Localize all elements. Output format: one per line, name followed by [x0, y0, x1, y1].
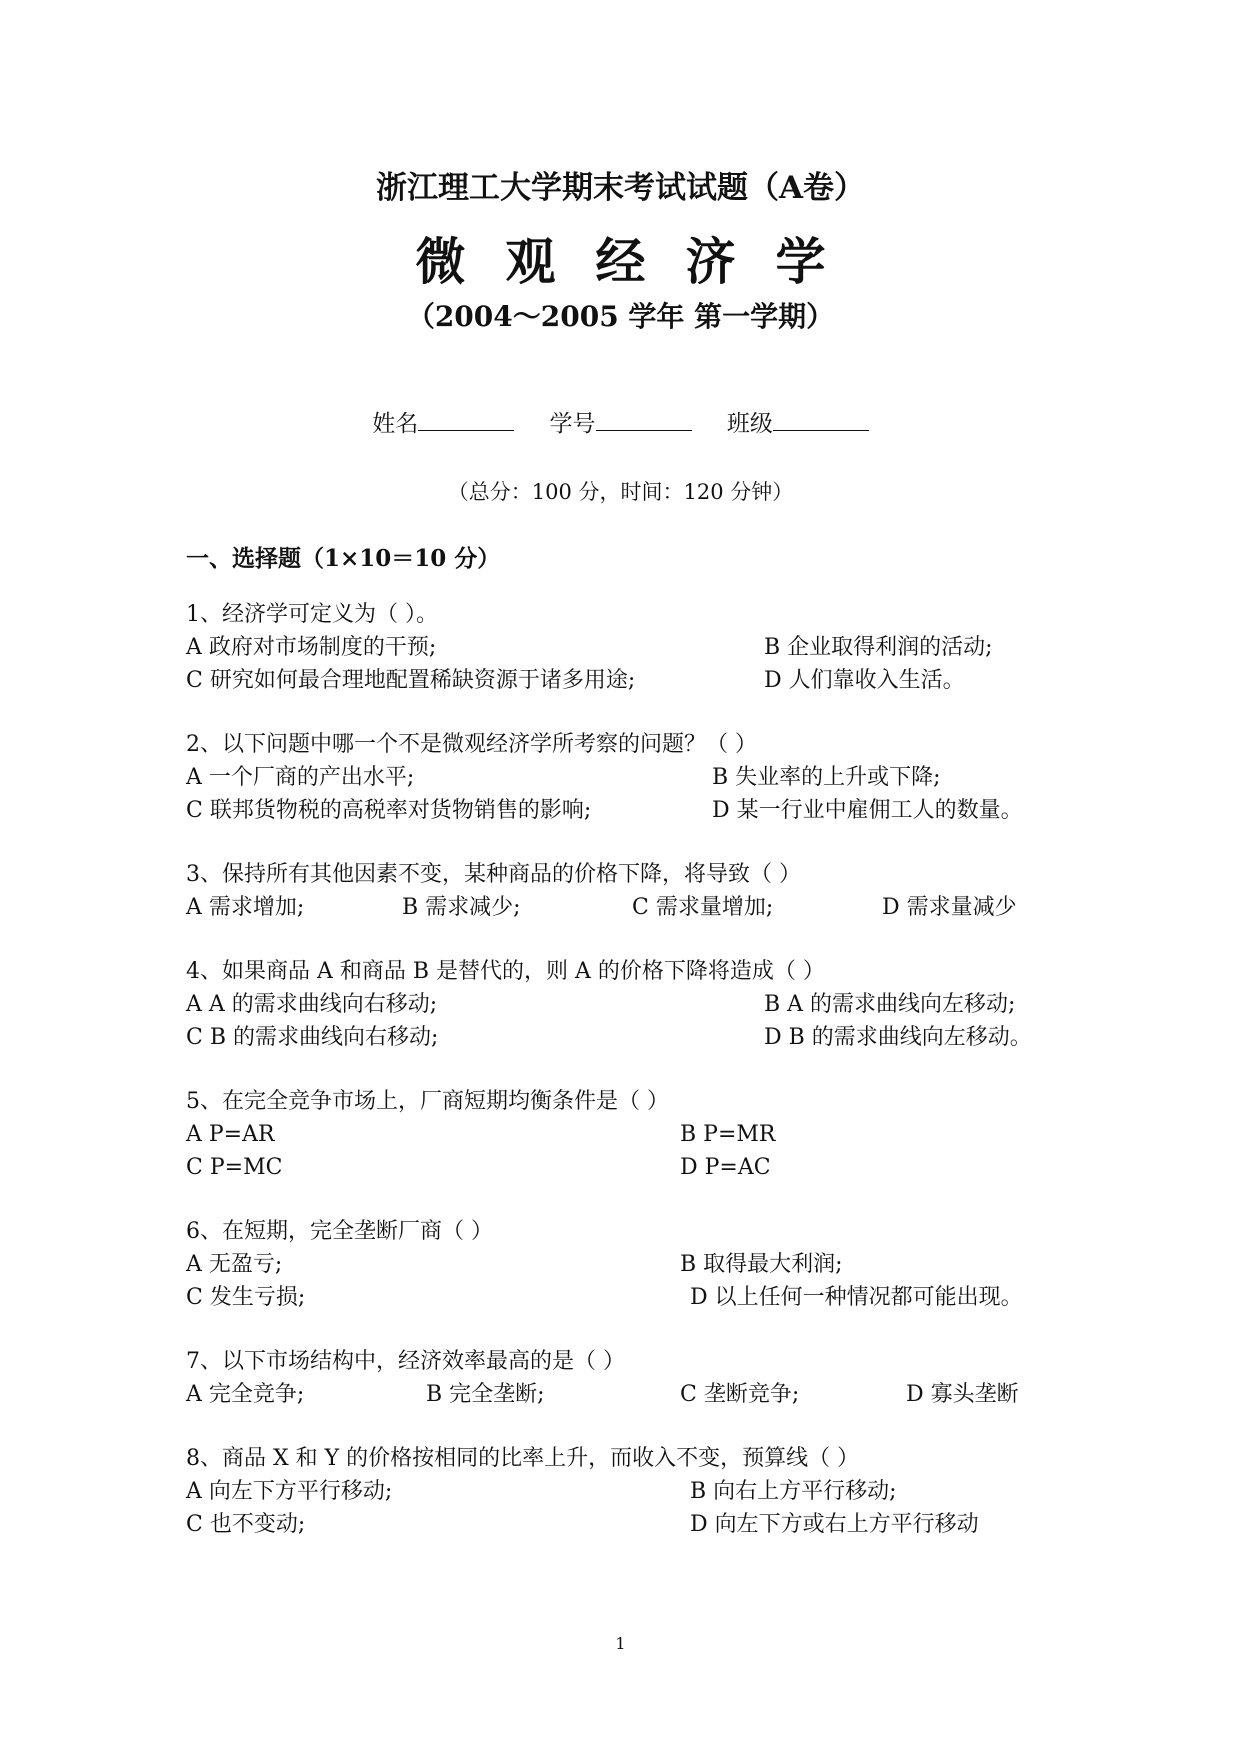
question: [186, 955, 1086, 1054]
option-c: C 垄断竞争;: [680, 1382, 800, 1407]
student-info-row: [0, 405, 1241, 438]
option-d: D 以上任何一种情况都可能出现。: [690, 1285, 1023, 1310]
option-c: C P=MC: [186, 1155, 283, 1180]
option-a: A 一个厂商的产出水平;: [186, 765, 415, 790]
score-time-line: （总分：100 分，时间：120 分钟）: [447, 480, 794, 504]
name-field[interactable]: [372, 405, 514, 438]
option-b: B 完全垄断;: [426, 1382, 545, 1407]
option-a: A 完全竞争;: [186, 1382, 305, 1407]
option-d: D 向左下方或右上方平行移动: [690, 1512, 979, 1537]
option-d: D 寡头垄断: [906, 1382, 1019, 1407]
course-title: 微观经济学: [415, 232, 866, 291]
student-id-field[interactable]: [550, 405, 692, 438]
option-c: C 需求量增加;: [632, 895, 774, 920]
option-c: C 发生亏损;: [186, 1285, 306, 1310]
name-label: 姓名: [372, 411, 419, 437]
option-b: B A 的需求曲线向左移动;: [764, 992, 1016, 1017]
option-a: A 政府对市场制度的干预;: [186, 635, 437, 660]
option-b: B 企业取得利润的活动;: [764, 635, 993, 660]
option-d: D 需求量减少: [882, 895, 1017, 920]
option-d: D B 的需求曲线向左移动。: [764, 1025, 1032, 1050]
option-c: C 也不变动;: [186, 1512, 306, 1537]
option-b: B 向右上方平行移动;: [690, 1479, 897, 1504]
question-stem: 3、保持所有其他因素不变，某种商品的价格下降，将导致（ ）: [186, 862, 801, 887]
option-b: B 失业率的上升或下降;: [712, 765, 941, 790]
question: [186, 598, 1086, 697]
question: [186, 1442, 1086, 1541]
section-title: 一、选择题（1×10＝10 分）: [186, 545, 501, 572]
question: [186, 1215, 1086, 1314]
class-label: 班级: [726, 411, 773, 437]
option-d: D 人们靠收入生活。: [764, 668, 965, 693]
question-stem: 8、商品 X 和 Y 的价格按相同的比率上升，而收入不变，预算线（ ）: [186, 1446, 860, 1471]
option-d: D P=AC: [680, 1155, 771, 1180]
student-id-label: 学号: [549, 411, 596, 437]
option-a: A 需求增加;: [186, 895, 305, 920]
question-stem: 2、以下问题中哪一个不是微观经济学所考察的问题？（ ）: [186, 732, 757, 757]
name-blank[interactable]: [418, 410, 514, 431]
class-field[interactable]: [727, 405, 869, 438]
question: [186, 1345, 1086, 1411]
question-stem: 4、如果商品 A 和商品 B 是替代的，则 A 的价格下降将造成（ ）: [186, 959, 825, 984]
page-number: 1: [615, 1634, 626, 1653]
question-stem: 7、以下市场结构中，经济效率最高的是（ ）: [186, 1349, 625, 1374]
school-exam-title: 浙江理工大学期末考试试题（A卷）: [375, 170, 866, 206]
option-c: C B 的需求曲线向右移动;: [186, 1025, 439, 1050]
option-b: B 需求减少;: [402, 895, 521, 920]
question-stem: 1、经济学可定义为（ ）。: [186, 602, 438, 627]
question: [186, 858, 1086, 924]
option-a: A P=AR: [186, 1122, 275, 1147]
student-id-blank[interactable]: [596, 410, 692, 431]
option-b: B 取得最大利润;: [680, 1252, 843, 1277]
option-b: B P=MR: [680, 1122, 776, 1147]
question-stem: 5、在完全竞争市场上，厂商短期均衡条件是（ ）: [186, 1089, 669, 1114]
question: [186, 1085, 1086, 1184]
term-title: （2004～2005 学年 第一学期）: [406, 300, 835, 333]
option-c: C 研究如何最合理地配置稀缺资源于诸多用途;: [186, 668, 636, 693]
question: [186, 728, 1086, 827]
option-a: A 向左下方平行移动;: [186, 1479, 393, 1504]
question-stem: 6、在短期，完全垄断厂商（ ）: [186, 1219, 493, 1244]
class-blank[interactable]: [773, 410, 869, 431]
option-a: A 无盈亏;: [186, 1252, 283, 1277]
option-a: A A 的需求曲线向右移动;: [186, 992, 438, 1017]
option-c: C 联邦货物税的高税率对货物销售的影响;: [186, 798, 592, 823]
option-d: D 某一行业中雇佣工人的数量。: [712, 798, 1023, 823]
